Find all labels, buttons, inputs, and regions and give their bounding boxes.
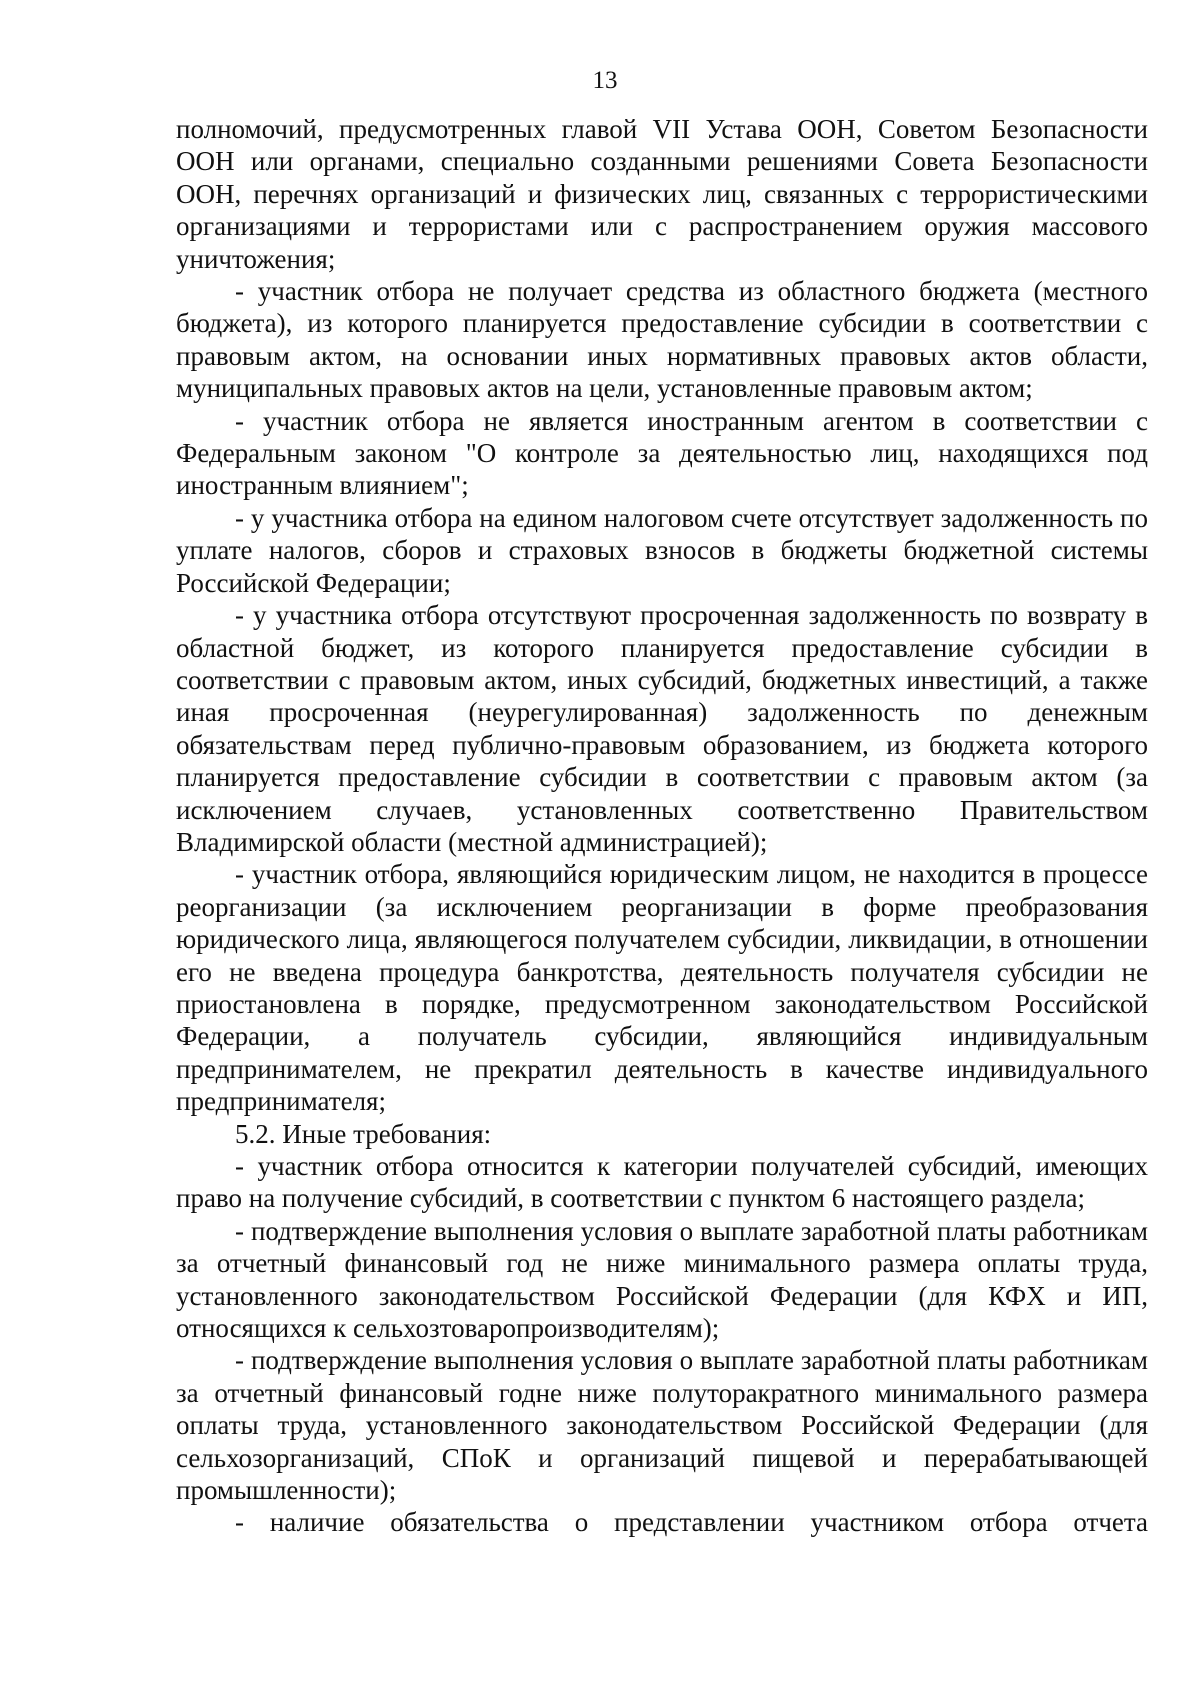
paragraph-wage-one-and-half-minimum: - подтверждение выполнения условия о выплате заработной платы работникам за отчетный финансовый годне ниже полуторакратного минимального размера оплаты труда, установленного законодательством Российской Федерации (для сельхозорганизаций, СПоК и организаций пищевой и перерабатывающей промышленности); [176, 1345, 1148, 1506]
paragraph-no-reorganization: - участник отбора, являющийся юридическим лицом, не находится в процессе реорганизации (за исключением реорганизации в форме преобразования юридического лица, являющегося получателем субсидии, ликвидации, в отношении его не введена процедура банкротства, деятельность получателя субсидии не приостановлена в порядке, предусмотренном законодательством Российской Федерации, а получатель субсидии, являющийся индивидуальным предпринимателем, не прекратил деятельность в качестве индивидуального предпринимателя; [176, 859, 1148, 1117]
paragraph-no-regional-budget-funds: - участник отбора не получает средства из областного бюджета (местного бюджета), из которого планируется предоставление субсидии в соответствии с правовым актом, на основании иных нормативных правовых актов области, муниципальных правовых актов на цели, установленные правовым актом; [176, 276, 1148, 404]
paragraph-recipient-category: - участник отбора относится к категории получателей субсидий, имеющих право на получение субсидий, в соответствии с пунктом 6 настоящего раздела; [176, 1151, 1148, 1214]
paragraph-report-obligation: - наличие обязательства о представлении участником отбора отчета [235, 1507, 1148, 1538]
page-number: 13 [592, 67, 618, 94]
paragraph-no-overdue-debt: - у участника отбора отсутствуют просроченная задолженность по возврату в областной бюджет, из которого планируется предоставление субсидии в соответствии с правовым актом, иных субсидий, бюджетных инвестиций, а также иная просроченная (неурегулированная) задолженность по денежным обязательствам перед публично-правовым образованием, из бюджета которого планируется предоставление субсидии в соответствии с правовым актом (за исключением случаев, установленных соответственно Правительством Владимирской области (местной администрацией); [176, 600, 1148, 857]
paragraph-un-sanctions-continuation: полномочий, предусмотренных главой VII Устава ООН, Советом Безопасности ООН или органами, специально созданными решениями Совета Безопасности ООН, перечнях организаций и физических лиц, связанных с террористическими организациями и террористами или с распространением оружия массового уничтожения; [176, 114, 1148, 274]
document-body [176, 113, 1148, 1539]
paragraph-wage-minimum-kfh-ip: - подтверждение выполнения условия о выплате заработной платы работникам за отчетный финансовый год не ниже минимального размера оплаты труда, установленного законодательством Российской Федерации (для КФХ и ИП, относящихся к сельхозтоваропроизводителям); [176, 1215, 1148, 1344]
paragraph-no-tax-debt: - у участника отбора на едином налоговом счете отсутствует задолженность по уплате налогов, сборов и страховых взносов в бюджеты бюджетной системы Российской Федерации; [176, 502, 1148, 598]
section-heading-other-requirements: 5.2. Иные требования: [235, 1118, 492, 1149]
paragraph-not-foreign-agent: - участник отбора не является иностранным агентом в соответствии с Федеральным законом "О контроле за деятельностью лиц, находящихся под иностранным влиянием"; [176, 405, 1148, 501]
